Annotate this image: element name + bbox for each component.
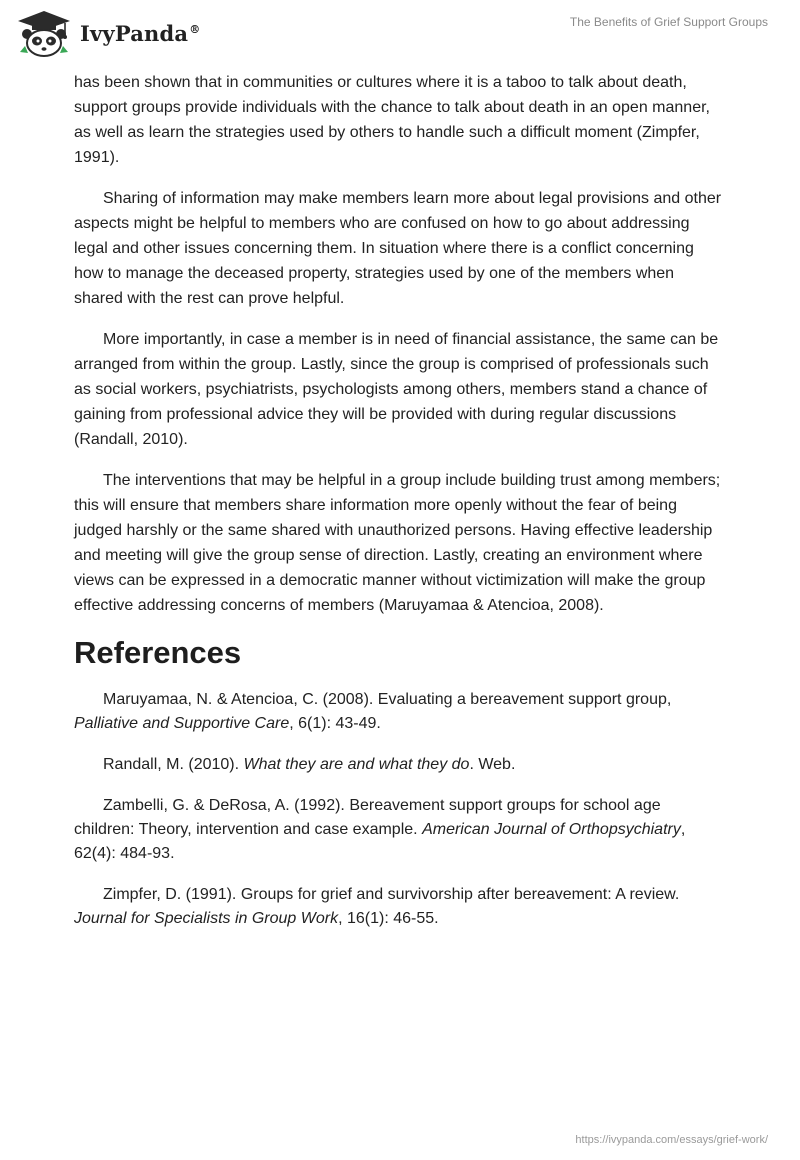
essay-content	[74, 70, 724, 948]
ivypanda-logo[interactable]	[14, 8, 200, 58]
reference-tail: , 6(1): 43-49.	[289, 715, 381, 732]
body-paragraph: More importantly, in case a member is in need of financial assistance, the same can be arranged from within the group. Lastly, since the group is comprised of professionals such as social workers, psychiatrists, psychologists among others, members stand a chance of gaining from professional advice they will be provided with during regular discussions (Randall, 2010).	[74, 331, 719, 448]
reference-source: Journal for Specialists in Group Work	[74, 910, 339, 927]
brand-name: IvyPanda®	[80, 20, 201, 46]
body-paragraph: Sharing of information may make members learn more about legal provisions and other aspects might be helpful to members who are confused on how to go about addressing legal and other issues concerning them. In situation where there is a conflict concerning how to manage the deceased property, strategies used by one of the members when shared with the rest can prove helpful.	[74, 190, 722, 307]
body-paragraph: has been shown that in communities or cultures where it is a taboo to talk about death, support groups provide individuals with the chance to talk about death in an open manner, as well as learn the strategies used by others to handle such a difficult moment (Zimpfer, 1991).	[74, 74, 710, 166]
reference-source: Palliative and Supportive Care	[74, 715, 290, 732]
reference-text: Maruyamaa, N. & Atencioa, C. (2008). Evaluating a bereavement support group,	[103, 691, 672, 708]
reference-source: American Journal of Orthopsychiatry	[422, 821, 681, 838]
page-header	[0, 0, 800, 64]
reference-text: Zambelli, G. & DeRosa, A. (1992). Bereavement support groups for school age children: Theory, intervention and case example.	[74, 797, 661, 838]
reference-tail: . Web.	[469, 756, 516, 773]
reference-tail: , 62(4): 484-93.	[74, 821, 686, 862]
reference-item	[74, 794, 724, 866]
reference-tail: , 16(1): 46-55.	[338, 910, 439, 927]
panda-graduate-icon	[14, 8, 74, 58]
body-paragraph: The interventions that may be helpful in a group include building trust among members; this will ensure that members share information more openly without the fear of being judged harshly or the same shared with unauthorized persons. Having effective leadership and meeting will give the group sense of direction. Lastly, creating an environment where views can be expressed in a democratic manner without victimization will make the group effective addressing concerns of members (Maruyamaa & Atencioa, 2008).	[74, 472, 721, 614]
source-url[interactable]: https://ivypanda.com/essays/grief-work/	[575, 1134, 768, 1146]
references-heading: References	[74, 635, 242, 670]
reference-text: Zimpfer, D. (1991). Groups for grief and survivorship after bereavement: A review.	[103, 886, 680, 903]
reference-text: Randall, M. (2010).	[103, 756, 240, 773]
reference-item	[74, 753, 724, 777]
document-title: The Benefits of Grief Support Groups	[569, 15, 768, 29]
reference-item	[74, 883, 724, 931]
reference-source: What they are and what they do	[243, 756, 470, 773]
reference-item	[74, 688, 724, 736]
